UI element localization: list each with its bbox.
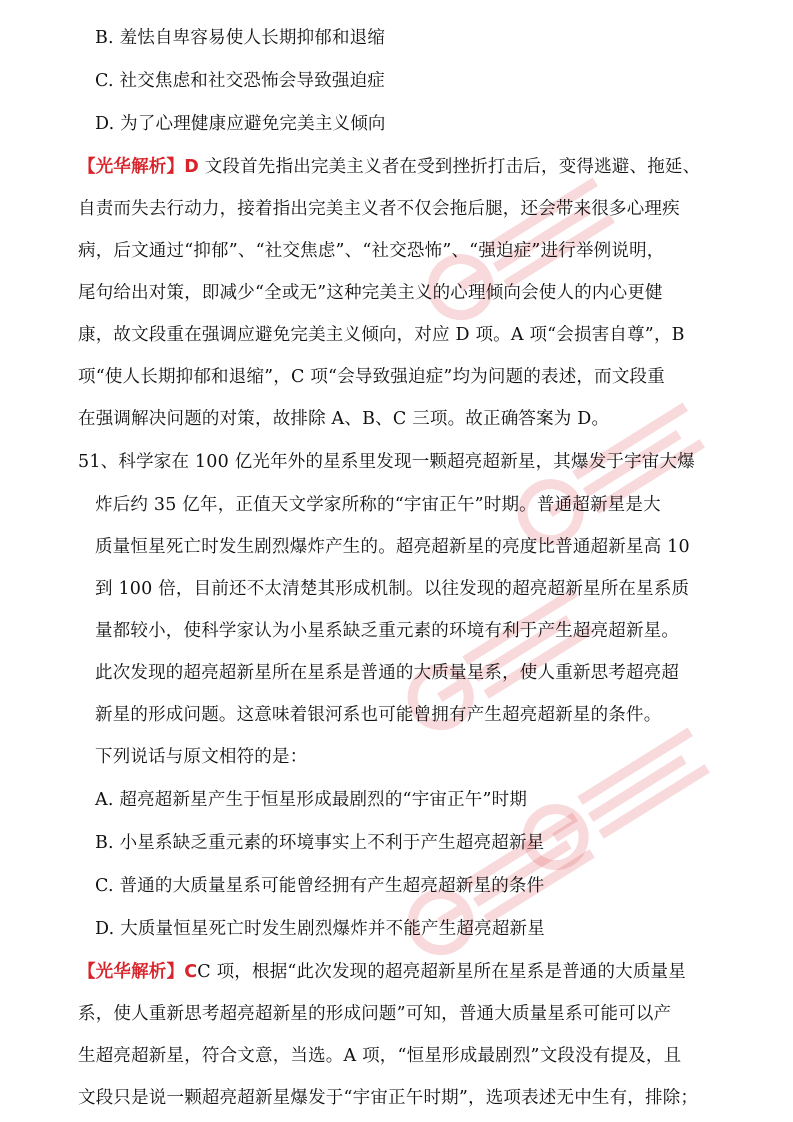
option-b: B. 小星系缺乏重元素的环境事实上不利于产生超亮超新星 <box>95 833 545 853</box>
analysis-2-line-3: 生超亮超新星，符合文意，当选。A 项，“恒星形成最剧烈”文段没有提及，且 <box>78 1046 682 1066</box>
analysis-1-line-3: 病，后文通过“抑郁”、“社交焦虑”、“社交恐怖”、“强迫症”进行举例说明， <box>78 241 665 261</box>
analysis-1-line-1 <box>78 155 700 179</box>
analysis-1-line-4: 尾句给出对策，即减少“全或无”这种完美主义的心理倾向会使人的内心更健 <box>78 283 663 303</box>
analysis-2-line-4: 文段只是说一颗超亮超新星爆发于“宇宙正午时期”，选项表述无中生有，排除； <box>78 1088 699 1108</box>
question-51-line-1: 51、科学家在 100 亿光年外的星系里发现一颗超亮超新星，其爆发于宇宙大爆 <box>78 452 695 472</box>
option-c-prev: C. 社交焦虑和社交恐怖会导致强迫症 <box>95 71 385 91</box>
option-a: A. 超亮超新星产生于恒星形成最剧烈的“宇宙正午”时期 <box>95 790 528 810</box>
analysis-1-line-2: 自责而失去行动力，接着指出完美主义者不仅会拖后腿，还会带来很多心理疾 <box>78 199 680 219</box>
analysis-answer: D <box>184 157 199 177</box>
question-51-line-3: 质量恒星死亡时发生剧烈爆炸产生的。超亮超新星的亮度比普通超新星高 10 <box>95 537 690 557</box>
analysis-1-line-5: 康，故文段重在强调应避免完美主义倾向，对应 D 项。A 项“会损害自尊”，B <box>78 325 685 345</box>
analysis-answer: C <box>184 962 198 982</box>
option-d-prev: D. 为了心理健康应避免完美主义倾向 <box>95 114 386 134</box>
question-51-line-2: 炸后约 35 亿年，正值天文学家所称的“宇宙正午”时期。普通超新星是大 <box>95 495 661 515</box>
watermark-logo-icon <box>502 706 728 894</box>
option-c: C. 普通的大质量星系可能曾经拥有产生超亮超新星的条件 <box>95 876 545 896</box>
analysis-tag: 【光华解析】 <box>78 962 185 982</box>
option-b-prev: B. 羞怯自卑容易使人长期抑郁和退缩 <box>95 28 386 48</box>
question-51-line-6: 此次发现的超亮超新星所在星系是普通的大质量星系，使人重新思考超亮超 <box>95 663 680 683</box>
analysis-text: C 项，根据“此次发现的超亮超新星所在星系是普通的大质量星 <box>197 962 686 982</box>
option-d: D. 大质量恒星死亡时发生剧烈爆炸并不能产生超亮超新星 <box>95 919 545 939</box>
question-51-prompt: 下列说话与原文相符的是： <box>95 747 308 767</box>
question-51-line-7: 新星的形成问题。这意味着银河系也可能曾拥有产生超亮超新星的条件。 <box>95 705 662 725</box>
analysis-text: 文段首先指出完美主义者在受到挫折打击后，变得逃避、拖延、 <box>198 157 701 177</box>
question-51-line-5: 量都较小，使科学家认为小星系缺乏重元素的环境有利于产生超亮超新星。 <box>95 621 680 641</box>
analysis-2-line-2: 系，使人重新思考超亮超新星的形成问题”可知，普通大质量星系可能可以产 <box>78 1004 672 1024</box>
analysis-tag: 【光华解析】 <box>78 157 185 177</box>
analysis-1-line-6: 项“使人长期抑郁和退缩”，C 项“会导致强迫症”均为问题的表述，而文段重 <box>78 367 665 387</box>
watermark-logo <box>502 706 728 894</box>
question-51-line-4: 到 100 倍，目前还不太清楚其形成机制。以往发现的超亮超新星所在星系质 <box>95 579 690 599</box>
analysis-2-line-1 <box>78 960 686 984</box>
analysis-1-line-7: 在强调解决问题的对策，故排除 A、B、C 三项。故正确答案为 D。 <box>78 409 610 429</box>
